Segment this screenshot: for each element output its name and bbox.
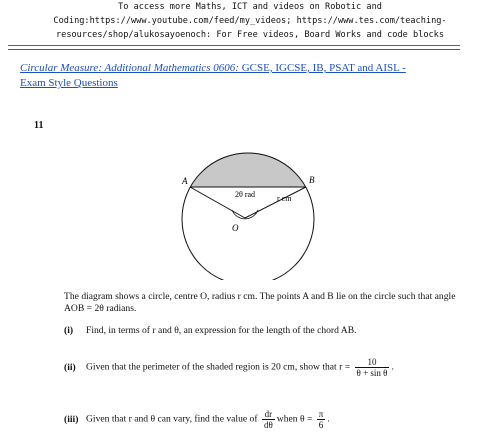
part-iii-frac-den: dθ <box>263 420 273 430</box>
header-divider-red <box>8 45 460 46</box>
circle-diagram <box>170 140 330 280</box>
shaded-segment <box>190 152 306 187</box>
title-topic: Circular Measure: Additional Mathematics 0606: <box>20 62 239 74</box>
part-iii-number: (iii) <box>64 413 79 425</box>
title-rest: GCSE, IGCSE, IB, PSAT and AISL - <box>238 62 406 74</box>
part-iii-frac-num: dr <box>262 409 275 420</box>
page-header <box>0 0 500 42</box>
part-iii-text: Given that r and θ can vary, find the value of <box>86 413 258 425</box>
part-iii-mid: when θ = <box>276 413 313 425</box>
part-ii <box>64 357 394 378</box>
header-divider-blue <box>8 49 460 50</box>
label-O: O <box>232 223 239 233</box>
part-ii-tail: . <box>391 361 394 373</box>
page-title-link[interactable] <box>20 61 490 91</box>
label-B: B <box>309 175 315 185</box>
angle-label: 2θ rad <box>235 190 256 199</box>
part-ii-fraction <box>355 357 390 378</box>
label-A: A <box>182 176 188 186</box>
title-line-2: Exam Style Questions <box>20 77 118 89</box>
part-i-text: Find, in terms of r and θ, an expression for the length of the chord AB. <box>86 325 357 336</box>
question-number: 11 <box>34 120 44 131</box>
part-ii-frac-num: 10 <box>355 357 390 368</box>
part-ii-text: Given that the perimeter of the shaded region is 20 cm, show that r = <box>86 361 351 373</box>
part-i-number: (i) <box>64 325 74 336</box>
header-line-3[interactable]: resources/shop/alukosayoenoch: For Free videos, Board Works and code blocks <box>55 30 445 40</box>
part-iii-frac2-num: π <box>318 409 324 419</box>
part-iii-frac2-den: 6 <box>318 420 324 430</box>
header-line-1: To access more Maths, ICT and videos on Robotic and <box>118 2 382 12</box>
question-intro: The diagram shows a circle, centre O, radius r cm. The points A and B lie on the circle such that angle AOB = 2θ radians. <box>64 291 456 314</box>
part-iii-fraction-derivative <box>262 409 275 430</box>
radius-label: r cm <box>277 194 292 203</box>
part-i <box>64 325 357 336</box>
part-iii-tail: . <box>327 413 330 425</box>
part-iii-fraction-theta <box>317 409 326 430</box>
part-ii-number: (ii) <box>64 361 76 373</box>
part-ii-frac-den: θ + sin θ <box>356 368 388 378</box>
header-line-2[interactable]: Coding:https://www.youtube.com/feed/my_videos; https://www.tes.com/teaching- <box>53 16 447 26</box>
part-iii <box>64 409 330 430</box>
